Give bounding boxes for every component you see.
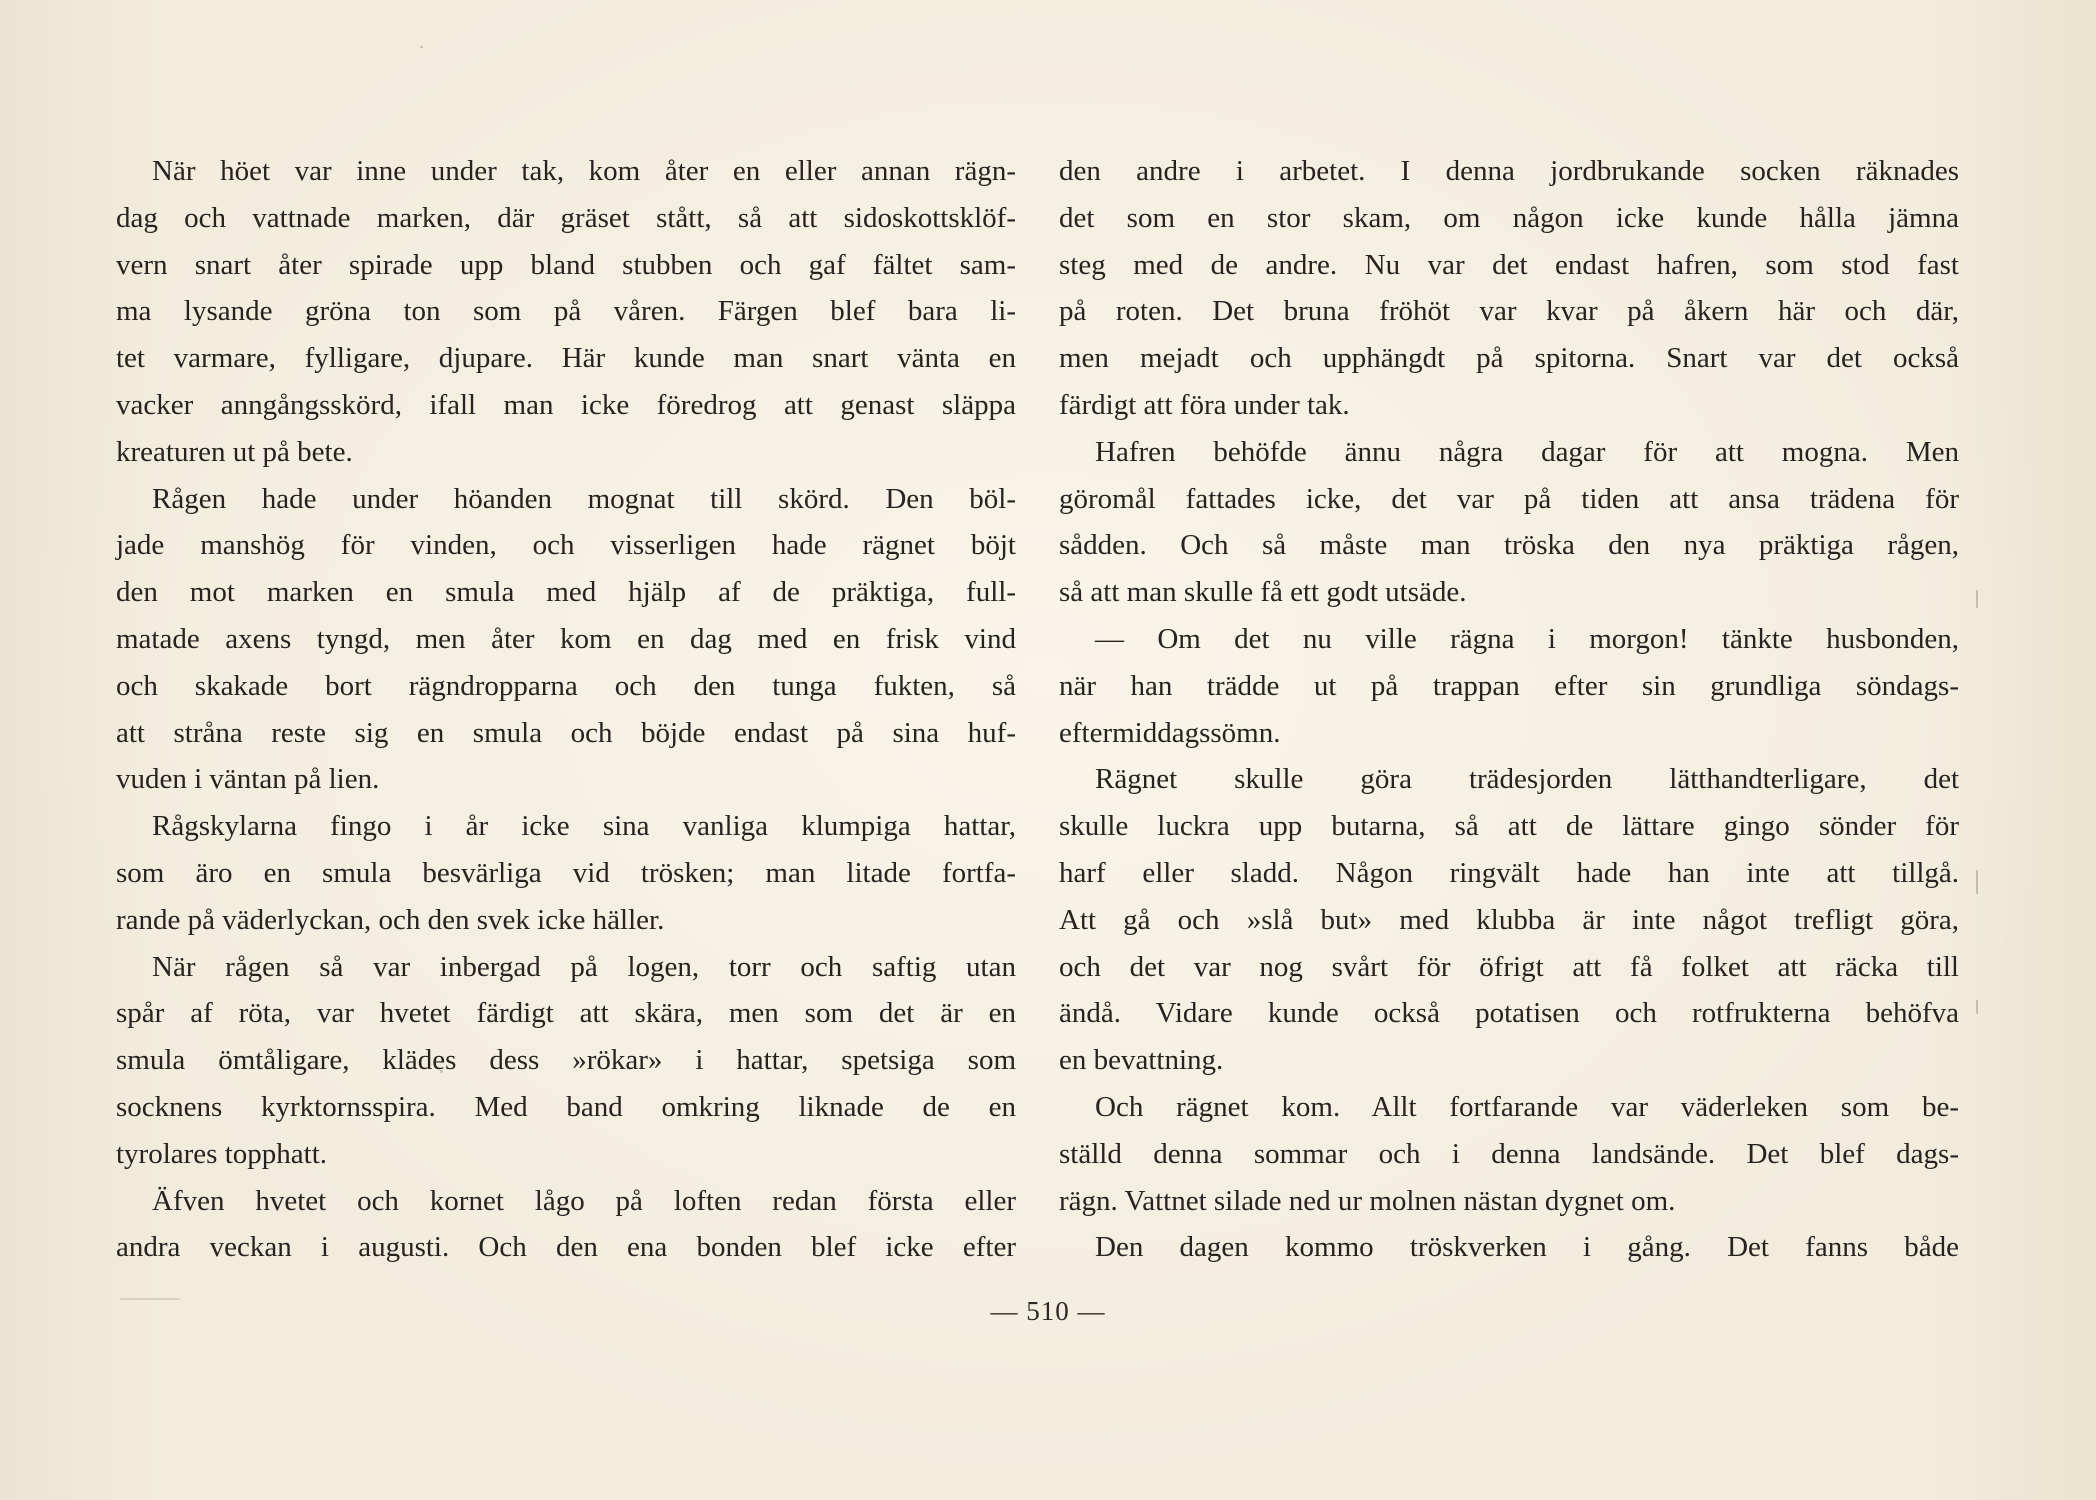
right-column-text-line: Rägnet skulle göra trädesjorden lätthandterligare, det bbox=[1095, 763, 1959, 796]
right-column-text-line: steg med de andre. Nu var det endast hafren, som stod fast bbox=[1059, 248, 1959, 281]
left-column-text-line: När rågen så var inbergad på logen, torr och saftig utan bbox=[152, 950, 1016, 983]
right-column-text-line: Och rägnet kom. Allt fortfarande var väderleken som be- bbox=[1095, 1090, 1959, 1123]
left-column-text-line: vuden i väntan på lien. bbox=[116, 763, 380, 796]
left-column-text-line: att stråna reste sig en smula och böjde endast på sina huf- bbox=[116, 716, 1016, 749]
right-column-text-line: den andre i arbetet. I denna jordbrukande socken räknades bbox=[1059, 155, 1959, 187]
right-column-text-line: skulle luckra upp butarna, så att de lättare gingo sönder för bbox=[1059, 810, 1959, 843]
left-column-text-line: socknens kyrktornsspira. Med band omkring liknade de en bbox=[116, 1090, 1016, 1123]
right-column-text-line: när han trädde ut på trappan efter sin grundliga söndags- bbox=[1059, 669, 1959, 702]
right-column-text-line: eftermiddagssömn. bbox=[1059, 716, 1281, 749]
left-column-text-line: den mot marken en smula med hjälp af de präktiga, full- bbox=[116, 576, 1016, 609]
right-column-text-line: göromål fattades icke, det var på tiden att ansa trädena för bbox=[1059, 482, 1959, 515]
left-column-text-line: och skakade bort rägndropparna och den tunga fukten, så bbox=[116, 669, 1016, 702]
paper-speck bbox=[1976, 590, 1978, 608]
page-number: — 510 — bbox=[990, 1296, 1106, 1326]
right-column-text-line: en bevattning. bbox=[1059, 1044, 1224, 1077]
paper-speck bbox=[1976, 1000, 1978, 1014]
left-column-text-line: tyrolares topphatt. bbox=[116, 1137, 328, 1170]
left-column-text-line: dag och vattnade marken, där gräset stått, så att sidoskottsklöf- bbox=[116, 201, 1016, 234]
right-text-column bbox=[1059, 148, 1959, 1271]
left-text-column bbox=[116, 148, 1016, 1271]
left-column-text-line: Rågskylarna fingo i år icke sina vanliga klumpiga hattar, bbox=[152, 810, 1016, 843]
right-column-text-line: harf eller sladd. Någon ringvält hade han inte att tillgå. bbox=[1059, 856, 1959, 889]
right-column-text-line: sådden. Och så måste man tröska den nya präktiga rågen, bbox=[1059, 529, 1959, 562]
right-column-text-line: så att man skulle få ett godt utsäde. bbox=[1059, 576, 1467, 609]
left-column-text-line: smula ömtåligare, klädes dess »rökar» i hattar, spetsiga som bbox=[116, 1044, 1016, 1077]
right-column-text-line: på roten. Det bruna fröhöt var kvar på åkern här och där, bbox=[1059, 295, 1959, 328]
right-column-text-line: ställd denna sommar och i denna landsände. Det blef dags- bbox=[1059, 1137, 1959, 1170]
left-column-text-line: jade manshög för vinden, och visserligen hade rägnet böjt bbox=[116, 529, 1016, 562]
left-column-text-line: ma lysande gröna ton som på våren. Färgen blef bara li- bbox=[116, 295, 1016, 328]
right-column-text-line: och det var nog svårt för öfrigt att få folket att räcka till bbox=[1059, 950, 1959, 983]
left-column-text-line: vern snart åter spirade upp bland stubben och gaf fältet sam- bbox=[116, 248, 1016, 281]
left-column-text-line: rande på väderlyckan, och den svek icke häller. bbox=[116, 903, 665, 936]
paper-speck bbox=[420, 46, 423, 48]
left-column-text-line: Rågen hade under höanden mognat till skörd. Den böl- bbox=[152, 482, 1016, 515]
right-column-text-line: Den dagen kommo tröskverken i gång. Det fanns både bbox=[1095, 1231, 1959, 1264]
left-column-text-line: andra veckan i augusti. Och den ena bonden blef icke efter bbox=[116, 1231, 1016, 1264]
right-column-text-line: Hafren behöfde ännu några dagar för att mogna. Men bbox=[1095, 435, 1959, 468]
left-column-text-line: kreaturen ut på bete. bbox=[116, 435, 353, 468]
left-column-text-line: matade axens tyngd, men åter kom en dag med en frisk vind bbox=[116, 622, 1016, 655]
right-column-text-line: det som en stor skam, om någon icke kunde hålla jämna bbox=[1059, 201, 1959, 234]
left-column-text-line: tet varmare, fylligare, djupare. Här kunde man snart vänta en bbox=[116, 342, 1016, 375]
right-column-text-line: — Om det nu ville rägna i morgon! tänkte husbonden, bbox=[1095, 622, 1959, 655]
left-column-text-line: vacker anngångsskörd, ifall man icke föredrog att genast släppa bbox=[116, 388, 1016, 421]
right-column-text-line: rägn. Vattnet silade ned ur molnen nästan dygnet om. bbox=[1059, 1184, 1676, 1217]
left-column-text-line: som äro en smula besvärliga vid trösken; man litade fortfa- bbox=[116, 856, 1016, 889]
right-column-text-line: men mejadt och upphängdt på spitorna. Snart var det också bbox=[1059, 342, 1959, 375]
left-column-text-line: spår af röta, var hvetet färdigt att skära, men som det är en bbox=[116, 997, 1016, 1030]
right-column-text-line: ändå. Vidare kunde också potatisen och rotfrukterna behöfva bbox=[1059, 997, 1959, 1030]
right-column-text-line: färdigt att föra under tak. bbox=[1059, 388, 1350, 421]
paper-speck bbox=[120, 1298, 180, 1300]
paper-speck bbox=[440, 1070, 443, 1073]
right-column-text-line: Att gå och »slå but» med klubba är inte något trefligt göra, bbox=[1059, 903, 1959, 936]
left-column-text-line: Äfven hvetet och kornet lågo på loften redan första eller bbox=[152, 1184, 1016, 1217]
left-column-text-line: När höet var inne under tak, kom åter en eller annan rägn- bbox=[152, 155, 1016, 187]
paper-speck bbox=[1976, 870, 1978, 894]
